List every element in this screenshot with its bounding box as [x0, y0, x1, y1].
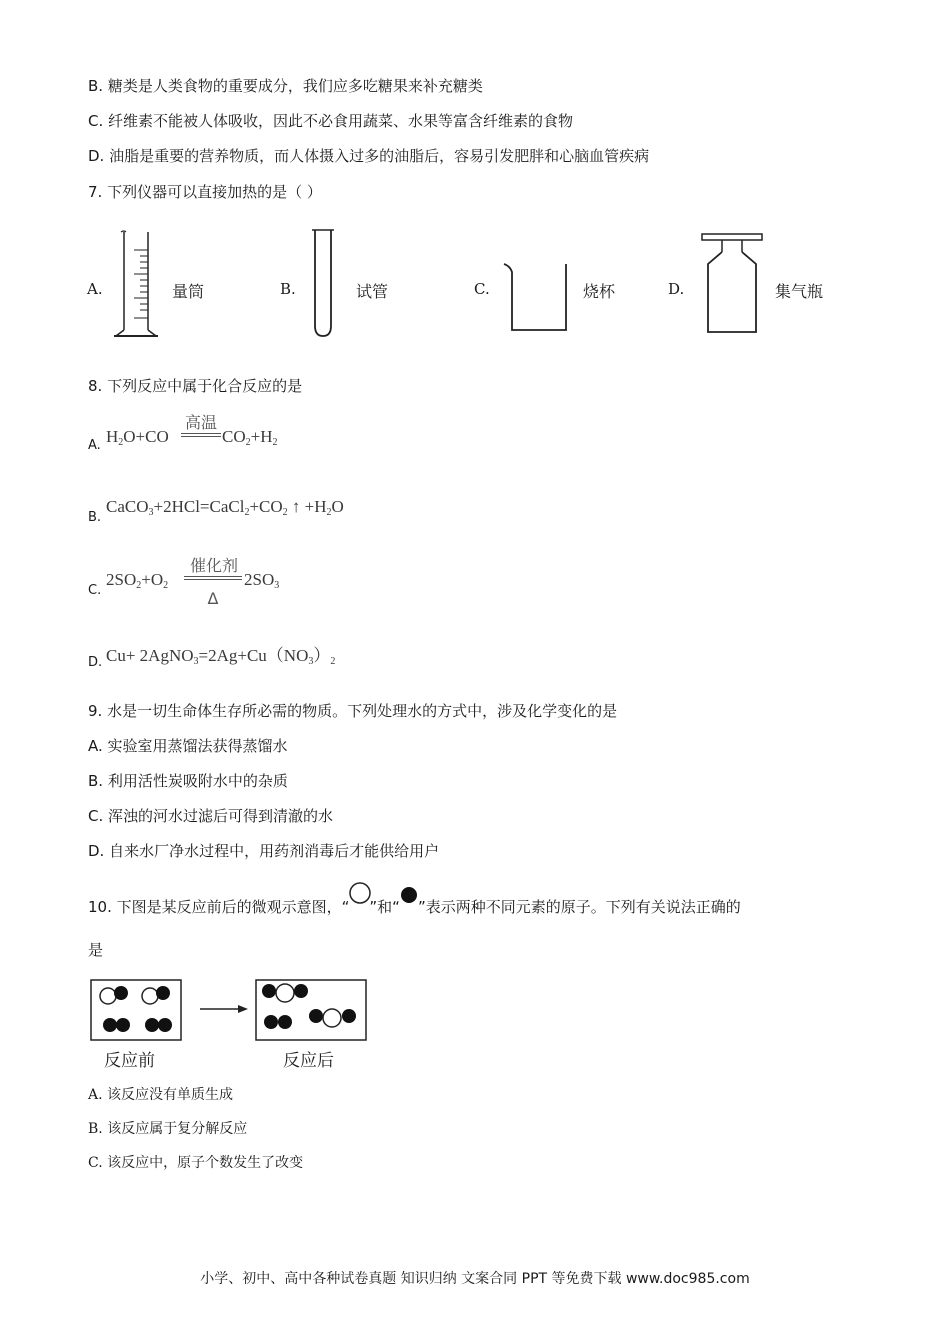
q9-option-c: C. 浑浊的河水过滤后可得到清澈的水	[88, 807, 334, 825]
q8-a-equals-sign	[181, 433, 221, 437]
black-atom-icon	[400, 886, 418, 904]
q8-option-c-letter: C.	[88, 583, 102, 598]
q10-option-c: C. 该反应中，原子个数发生了改变	[88, 1155, 304, 1171]
q9-stem: 9. 水是一切生命体生存所必需的物质。下列处理水的方式中，涉及化学变化的是	[88, 702, 618, 720]
reaction-micro-diagram	[90, 978, 370, 1044]
after-label: 反应后	[283, 1051, 334, 1071]
q8-option-a-letter: A.	[88, 438, 101, 453]
q7-option-c-letter: C.	[474, 280, 490, 298]
q7-option-a-name: 量筒	[172, 282, 205, 301]
test-tube-icon	[310, 228, 336, 340]
graduated-cylinder-icon	[112, 230, 164, 340]
q8-option-d-letter: D.	[88, 655, 103, 670]
q7-option-d-letter: D.	[668, 280, 685, 298]
q8-c-equals-sign	[184, 576, 242, 580]
q9-option-a: A. 实验室用蒸馏法获得蒸馏水	[88, 737, 288, 755]
gas-jar-icon	[700, 232, 766, 338]
after-molecule-1	[262, 984, 308, 1002]
q6-option-c: C. 纤维素不能被人体吸收，因此不必食用蔬菜、水果等富含纤维素的食物	[88, 112, 574, 130]
q7-stem: 7. 下列仪器可以直接加热的是（ ）	[88, 183, 322, 201]
before-label: 反应前	[104, 1051, 155, 1071]
q7-option-b-name: 试管	[356, 282, 389, 301]
after-molecule-2	[264, 1015, 292, 1029]
q8-a-condition: 高温	[184, 413, 217, 432]
q6-option-d: D. 油脂是重要的营养物质，而人体摄入过多的油脂后，容易引发肥胖和心脑血管疾病	[88, 147, 650, 165]
q8-c-products: $2SO_3$	[244, 570, 280, 591]
q7-option-a-letter: A.	[87, 280, 103, 298]
q10-option-b: B. 该反应属于复分解反应	[88, 1121, 248, 1137]
q8-b-equation: $CaCO_3+2HCl=CaCl_2+CO_2$ ↑ $+H_2O$	[106, 497, 344, 518]
q10-option-a: A. 该反应没有单质生成	[88, 1087, 234, 1103]
q10-stem-part3: ”表示两种不同元素的原子。下列有关说法正确的	[417, 898, 741, 916]
beaker-icon	[500, 260, 576, 336]
q8-d-equation: $Cu+ 2AgNO_3=2Ag+Cu(NO_3)_2$	[106, 646, 336, 667]
q8-c-condition: 催化剂	[189, 556, 238, 575]
q8-c-heat-symbol: Δ	[207, 589, 219, 608]
q10-stem	[88, 890, 741, 917]
q8-stem: 8. 下列反应中属于化合反应的是	[88, 377, 303, 395]
page-footer: 小学、初中、高中各种试卷真题 知识归纳 文案合同 PPT 等免费下载 www.doc985.com	[200, 1271, 750, 1287]
before-molecule-3	[103, 1018, 130, 1032]
q8-a-reactants: $H_2O+CO$	[106, 427, 169, 448]
q9-option-d: D. 自来水厂净水过程中，用药剂消毒后才能供给用户	[88, 842, 440, 860]
before-molecule-1	[100, 986, 128, 1004]
q7-option-c-name: 烧杯	[583, 282, 616, 301]
q9-option-b: B. 利用活性炭吸附水中的杂质	[88, 772, 288, 790]
q8-a-products: $CO_2+H_2$	[222, 427, 278, 448]
q8-option-b-letter: B.	[88, 510, 102, 525]
before-molecule-4	[145, 1018, 172, 1032]
q10-stem-continued: 是	[88, 941, 104, 959]
q10-stem-part2: ”和“	[369, 898, 400, 916]
before-molecule-2	[142, 986, 170, 1004]
q7-option-b-letter: B.	[280, 280, 296, 298]
white-atom-icon	[349, 882, 369, 902]
q7-option-d-name: 集气瓶	[775, 282, 824, 301]
q8-c-reactants: $2SO_2+O_2$	[106, 570, 169, 591]
after-molecule-3	[309, 1009, 356, 1027]
q10-stem-part1: 10. 下图是某反应前后的微观示意图，“	[88, 898, 350, 916]
q6-option-b: B. 糖类是人类食物的重要成分，我们应多吃糖果来补充糖类	[88, 77, 483, 95]
